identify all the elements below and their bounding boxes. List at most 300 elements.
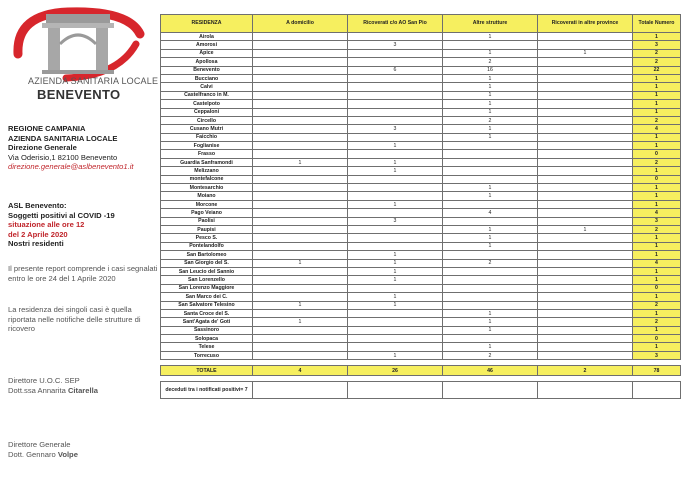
cell-altre: 1 [443, 83, 538, 91]
cell-province [538, 74, 633, 82]
cell-domicilio [253, 167, 348, 175]
cell-totale: 4 [633, 259, 681, 267]
cell-sanpio: 1 [348, 251, 443, 259]
cell-altre: 16 [443, 66, 538, 74]
table-row [161, 242, 681, 250]
cell-altre [443, 293, 538, 301]
cell-totale: 1 [633, 276, 681, 284]
cell-sanpio [348, 318, 443, 326]
cell-residenza: Torrecuso [161, 351, 253, 359]
cell-domicilio [253, 351, 348, 359]
cell-altre [443, 335, 538, 343]
cell-domicilio [253, 309, 348, 317]
table-row [161, 326, 681, 334]
cell-province [538, 192, 633, 200]
total-row [161, 366, 681, 376]
cell-totale: 1 [633, 192, 681, 200]
cell-sanpio: 1 [348, 259, 443, 267]
cell-province [538, 301, 633, 309]
cell-residenza: Morcone [161, 200, 253, 208]
cell-residenza: Foglianise [161, 142, 253, 150]
table-row [161, 301, 681, 309]
cell-domicilio [253, 200, 348, 208]
cell-province [538, 133, 633, 141]
table-row [161, 175, 681, 183]
table-row [161, 125, 681, 133]
cell-domicilio [253, 267, 348, 275]
cell-totale: 2 [633, 318, 681, 326]
cell-domicilio [253, 49, 348, 57]
report-subject: Soggetti positivi al COVID -19 [8, 210, 115, 220]
cell-domicilio [253, 293, 348, 301]
asl-label: AZIENDA SANITARIA LOCALE [8, 133, 118, 143]
cell-residenza: Santa Croce del S. [161, 309, 253, 317]
dg-title: Direttore Generale [8, 440, 71, 449]
sep-name-prefix: Dott.ssa Annarita [8, 385, 68, 395]
cell-sanpio [348, 234, 443, 242]
table-row [161, 284, 681, 292]
cell-residenza: montefalcone [161, 175, 253, 183]
cell-residenza: Faicchio [161, 133, 253, 141]
table-row [161, 276, 681, 284]
cell-residenza: Paolisi [161, 217, 253, 225]
cell-province [538, 91, 633, 99]
cell-residenza: Airola [161, 33, 253, 41]
cell-residenza: Pago Veiano [161, 209, 253, 217]
cell-totale: 2 [633, 116, 681, 124]
cell-totale: 3 [633, 41, 681, 49]
cell-sanpio [348, 192, 443, 200]
cell-totale: 4 [633, 209, 681, 217]
cell-altre [443, 167, 538, 175]
cell-altre: 1 [443, 192, 538, 200]
deceased-row [161, 382, 681, 399]
cell-residenza: Benevento [161, 66, 253, 74]
table-row [161, 41, 681, 49]
table-row [161, 142, 681, 150]
table-row [161, 225, 681, 233]
cell-province [538, 242, 633, 250]
col-altre: Altre strutture [443, 15, 538, 33]
cell-domicilio [253, 284, 348, 292]
cell-sanpio [348, 58, 443, 66]
cell-totale: 1 [633, 142, 681, 150]
cell-sanpio: 3 [348, 41, 443, 49]
table-row [161, 74, 681, 82]
cell-province [538, 116, 633, 124]
cell-sanpio: 1 [348, 200, 443, 208]
cell-totale: 2 [633, 225, 681, 233]
cell-totale: 1 [633, 167, 681, 175]
cell-totale: 1 [633, 83, 681, 91]
cell-altre: 2 [443, 116, 538, 124]
cell-residenza: Cusano Mutri [161, 125, 253, 133]
table-row [161, 66, 681, 74]
table-row [161, 91, 681, 99]
cell-residenza: San Giorgio del S. [161, 259, 253, 267]
cell-totale: 0 [633, 175, 681, 183]
cell-sanpio [348, 49, 443, 57]
cell-altre: 1 [443, 225, 538, 233]
table-row [161, 234, 681, 242]
cell-residenza: San Lorenzo Maggiore [161, 284, 253, 292]
cell-province [538, 217, 633, 225]
cell-totale: 1 [633, 133, 681, 141]
cell-totale: 1 [633, 267, 681, 275]
cell-residenza: Montesarchio [161, 184, 253, 192]
cell-domicilio [253, 217, 348, 225]
cell-sanpio [348, 33, 443, 41]
cases-table-wrap [160, 14, 680, 399]
table-row [161, 251, 681, 259]
cell-residenza: Sassinoro [161, 326, 253, 334]
cell-sanpio [348, 133, 443, 141]
cell-sanpio [348, 284, 443, 292]
cell-altre [443, 301, 538, 309]
cell-sanpio [348, 100, 443, 108]
cell-province [538, 125, 633, 133]
note-2: La residenza dei singoli casi è quella riportata nelle notifiche delle strutture di ricovero [8, 305, 141, 334]
cell-residenza: Melizzano [161, 167, 253, 175]
cell-altre [443, 142, 538, 150]
cell-altre: 1 [443, 125, 538, 133]
cell-totale: 1 [633, 343, 681, 351]
cell-altre: 2 [443, 259, 538, 267]
cell-province [538, 318, 633, 326]
cell-totale: 1 [633, 242, 681, 250]
arch-logo-icon [8, 4, 158, 84]
org-info [8, 124, 163, 172]
cell-totale: 0 [633, 335, 681, 343]
report-time: situazione alle ore 12 [8, 220, 85, 230]
cell-residenza: San Marco dei C. [161, 293, 253, 301]
cell-residenza: Telese [161, 343, 253, 351]
cell-sanpio [348, 108, 443, 116]
cell-province [538, 33, 633, 41]
cell-residenza: San Lorenzello [161, 276, 253, 284]
cell-domicilio [253, 66, 348, 74]
cell-sanpio [348, 309, 443, 317]
cell-domicilio [253, 234, 348, 242]
cell-sanpio: 1 [348, 267, 443, 275]
cell-domicilio [253, 343, 348, 351]
cell-sanpio [348, 242, 443, 250]
cell-residenza: Pontelandolfo [161, 242, 253, 250]
cell-sanpio: 1 [348, 158, 443, 166]
sep-surname: Citarella [67, 385, 98, 395]
cell-province [538, 150, 633, 158]
report-residents: Nostri residenti [8, 239, 64, 249]
report-info [8, 201, 163, 249]
cell-altre: 1 [443, 309, 538, 317]
table-row [161, 335, 681, 343]
cell-altre: 1 [443, 33, 538, 41]
sep-title: Direttore U.O.C. SEP [8, 376, 80, 385]
cell-province [538, 251, 633, 259]
cell-totale: 1 [633, 100, 681, 108]
cell-domicilio [253, 133, 348, 141]
direzione-label: Direzione Generale [8, 143, 77, 153]
cell-sanpio [348, 150, 443, 158]
table-row [161, 33, 681, 41]
dg-name-prefix: Dott. Gennaro [8, 449, 58, 459]
table-row [161, 318, 681, 326]
cell-province [538, 158, 633, 166]
cell-province [538, 108, 633, 116]
cell-domicilio [253, 125, 348, 133]
cases-table [160, 14, 681, 399]
cell-province [538, 326, 633, 334]
cell-province: 1 [538, 49, 633, 57]
cell-sanpio: 3 [348, 125, 443, 133]
table-row [161, 293, 681, 301]
cell-altre: 1 [443, 234, 538, 242]
signature-sep [8, 376, 163, 395]
cell-altre: 1 [443, 133, 538, 141]
cell-province [538, 234, 633, 242]
logo-line2: BENEVENTO [37, 87, 121, 102]
cell-domicilio [253, 116, 348, 124]
cell-sanpio [348, 184, 443, 192]
cell-residenza: Castelpoto [161, 100, 253, 108]
cell-domicilio: 1 [253, 259, 348, 267]
cell-altre: 1 [443, 74, 538, 82]
col-province: Ricoverati in altre province [538, 15, 633, 33]
cell-domicilio [253, 335, 348, 343]
cell-domicilio [253, 242, 348, 250]
cell-domicilio [253, 276, 348, 284]
cell-sanpio [348, 326, 443, 334]
cell-domicilio [253, 100, 348, 108]
cell-totale: 1 [633, 200, 681, 208]
table-row [161, 209, 681, 217]
cell-residenza: Apice [161, 49, 253, 57]
cell-domicilio: 1 [253, 158, 348, 166]
total-province: 2 [538, 366, 633, 376]
cell-province [538, 284, 633, 292]
table-row [161, 351, 681, 359]
col-totale: Totale Numero [633, 15, 681, 33]
cell-residenza: Paupisi [161, 225, 253, 233]
email-link[interactable]: direzione.generale@aslbenevento1.it [8, 162, 134, 172]
signature-dg [8, 440, 163, 459]
cell-province [538, 142, 633, 150]
region-label: REGIONE CAMPANIA [8, 124, 86, 133]
cell-altre: 1 [443, 326, 538, 334]
asl-logo [8, 4, 158, 110]
cell-residenza: Circello [161, 116, 253, 124]
cell-totale: 2 [633, 49, 681, 57]
cell-altre: 1 [443, 100, 538, 108]
table-row [161, 200, 681, 208]
cell-province [538, 335, 633, 343]
cell-sanpio [348, 91, 443, 99]
cell-totale: 1 [633, 91, 681, 99]
cell-residenza: Castelfranco in M. [161, 91, 253, 99]
cell-sanpio [348, 225, 443, 233]
cell-province [538, 100, 633, 108]
cell-domicilio [253, 142, 348, 150]
cell-residenza: San Bartolomeo [161, 251, 253, 259]
col-domicilio: A domicilio [253, 15, 348, 33]
cell-sanpio [348, 83, 443, 91]
cell-province [538, 293, 633, 301]
cell-domicilio [253, 150, 348, 158]
cell-altre: 1 [443, 49, 538, 57]
cell-altre [443, 158, 538, 166]
cell-totale: 1 [633, 184, 681, 192]
cell-residenza: Pesco S. [161, 234, 253, 242]
cell-totale: 1 [633, 293, 681, 301]
total-altre: 46 [443, 366, 538, 376]
cell-domicilio [253, 33, 348, 41]
cell-totale: 22 [633, 66, 681, 74]
table-row [161, 192, 681, 200]
cell-sanpio: 3 [348, 217, 443, 225]
table-row [161, 259, 681, 267]
cell-domicilio [253, 41, 348, 49]
cell-sanpio [348, 116, 443, 124]
cell-sanpio: 6 [348, 66, 443, 74]
cell-province [538, 259, 633, 267]
cell-totale: 3 [633, 217, 681, 225]
cell-residenza: Frasso [161, 150, 253, 158]
logo-line1: AZIENDA SANITARIA LOCALE [28, 76, 159, 86]
cell-totale: 4 [633, 125, 681, 133]
cell-totale: 1 [633, 309, 681, 317]
cell-domicilio [253, 83, 348, 91]
cell-residenza: Calvi [161, 83, 253, 91]
cell-altre: 2 [443, 351, 538, 359]
cell-sanpio [348, 343, 443, 351]
table-row [161, 267, 681, 275]
cell-totale: 2 [633, 301, 681, 309]
col-residenza: RESIDENZA [161, 15, 253, 33]
cell-totale: 1 [633, 108, 681, 116]
cell-residenza: Guardia Sanframondi [161, 158, 253, 166]
cell-residenza: Moiano [161, 192, 253, 200]
cell-domicilio: 1 [253, 318, 348, 326]
cell-altre [443, 251, 538, 259]
cell-altre: 1 [443, 184, 538, 192]
cell-domicilio [253, 91, 348, 99]
cell-province [538, 267, 633, 275]
cell-altre [443, 217, 538, 225]
cell-sanpio: 1 [348, 142, 443, 150]
cell-altre [443, 150, 538, 158]
table-row [161, 133, 681, 141]
cell-totale: 3 [633, 351, 681, 359]
cell-totale: 1 [633, 33, 681, 41]
total-numero: 78 [633, 366, 681, 376]
cell-residenza: Amorosi [161, 41, 253, 49]
cell-domicilio [253, 209, 348, 217]
cell-province [538, 83, 633, 91]
cell-altre [443, 41, 538, 49]
cell-altre: 1 [443, 108, 538, 116]
cell-sanpio: 1 [348, 351, 443, 359]
cell-province: 1 [538, 225, 633, 233]
cell-totale: 1 [633, 251, 681, 259]
cell-domicilio [253, 175, 348, 183]
cell-totale: 1 [633, 326, 681, 334]
cell-altre: 2 [443, 58, 538, 66]
cell-altre [443, 175, 538, 183]
cell-province [538, 167, 633, 175]
cell-domicilio [253, 58, 348, 66]
cell-sanpio: 1 [348, 301, 443, 309]
cell-residenza: San Leucio del Sannio [161, 267, 253, 275]
cell-province [538, 66, 633, 74]
cell-altre: 1 [443, 242, 538, 250]
cell-domicilio [253, 251, 348, 259]
cell-domicilio [253, 74, 348, 82]
cell-domicilio [253, 192, 348, 200]
cell-domicilio [253, 184, 348, 192]
total-sanpio: 26 [348, 366, 443, 376]
deceased-label: deceduti tra i notificati positivi= 7 [161, 382, 253, 399]
cell-residenza: Apollosa [161, 58, 253, 66]
cell-province [538, 209, 633, 217]
cell-totale: 1 [633, 234, 681, 242]
cell-totale: 1 [633, 74, 681, 82]
cell-totale: 2 [633, 158, 681, 166]
dg-surname: Volpe [57, 449, 78, 459]
cell-domicilio [253, 326, 348, 334]
table-row [161, 100, 681, 108]
cell-altre: 1 [443, 343, 538, 351]
report-date: del 2 Aprile 2020 [8, 229, 68, 239]
cell-altre [443, 267, 538, 275]
cell-sanpio [348, 209, 443, 217]
cell-sanpio [348, 335, 443, 343]
cell-province [538, 41, 633, 49]
cell-province [538, 276, 633, 284]
cell-province [538, 343, 633, 351]
report-asl: ASL Benevento: [8, 201, 67, 210]
table-row [161, 217, 681, 225]
col-sanpio: Ricoverati c/o AO San Pio [348, 15, 443, 33]
cell-province [538, 200, 633, 208]
table-row [161, 150, 681, 158]
cell-sanpio: 1 [348, 167, 443, 175]
cell-province [538, 184, 633, 192]
cell-sanpio: 1 [348, 276, 443, 284]
cell-altre [443, 284, 538, 292]
note-1: Il presente report comprende i casi segnalati entro le ore 24 del 1 Aprile 2020 [8, 264, 158, 283]
cell-domicilio [253, 108, 348, 116]
table-row [161, 309, 681, 317]
header-row [161, 15, 681, 33]
cell-domicilio: 1 [253, 301, 348, 309]
table-row [161, 184, 681, 192]
total-domicilio: 4 [253, 366, 348, 376]
table-row [161, 58, 681, 66]
cell-province [538, 309, 633, 317]
cell-province [538, 58, 633, 66]
address-label: Via Oderisio,1 82100 Benevento [8, 152, 118, 162]
total-label: TOTALE [161, 366, 253, 376]
cell-totale: 0 [633, 284, 681, 292]
cell-sanpio [348, 74, 443, 82]
table-row [161, 167, 681, 175]
table-row [161, 343, 681, 351]
cell-residenza: Ceppaloni [161, 108, 253, 116]
cell-altre [443, 200, 538, 208]
table-row [161, 158, 681, 166]
cell-residenza: Sant'Agata de' Goti [161, 318, 253, 326]
cell-altre: 1 [443, 318, 538, 326]
